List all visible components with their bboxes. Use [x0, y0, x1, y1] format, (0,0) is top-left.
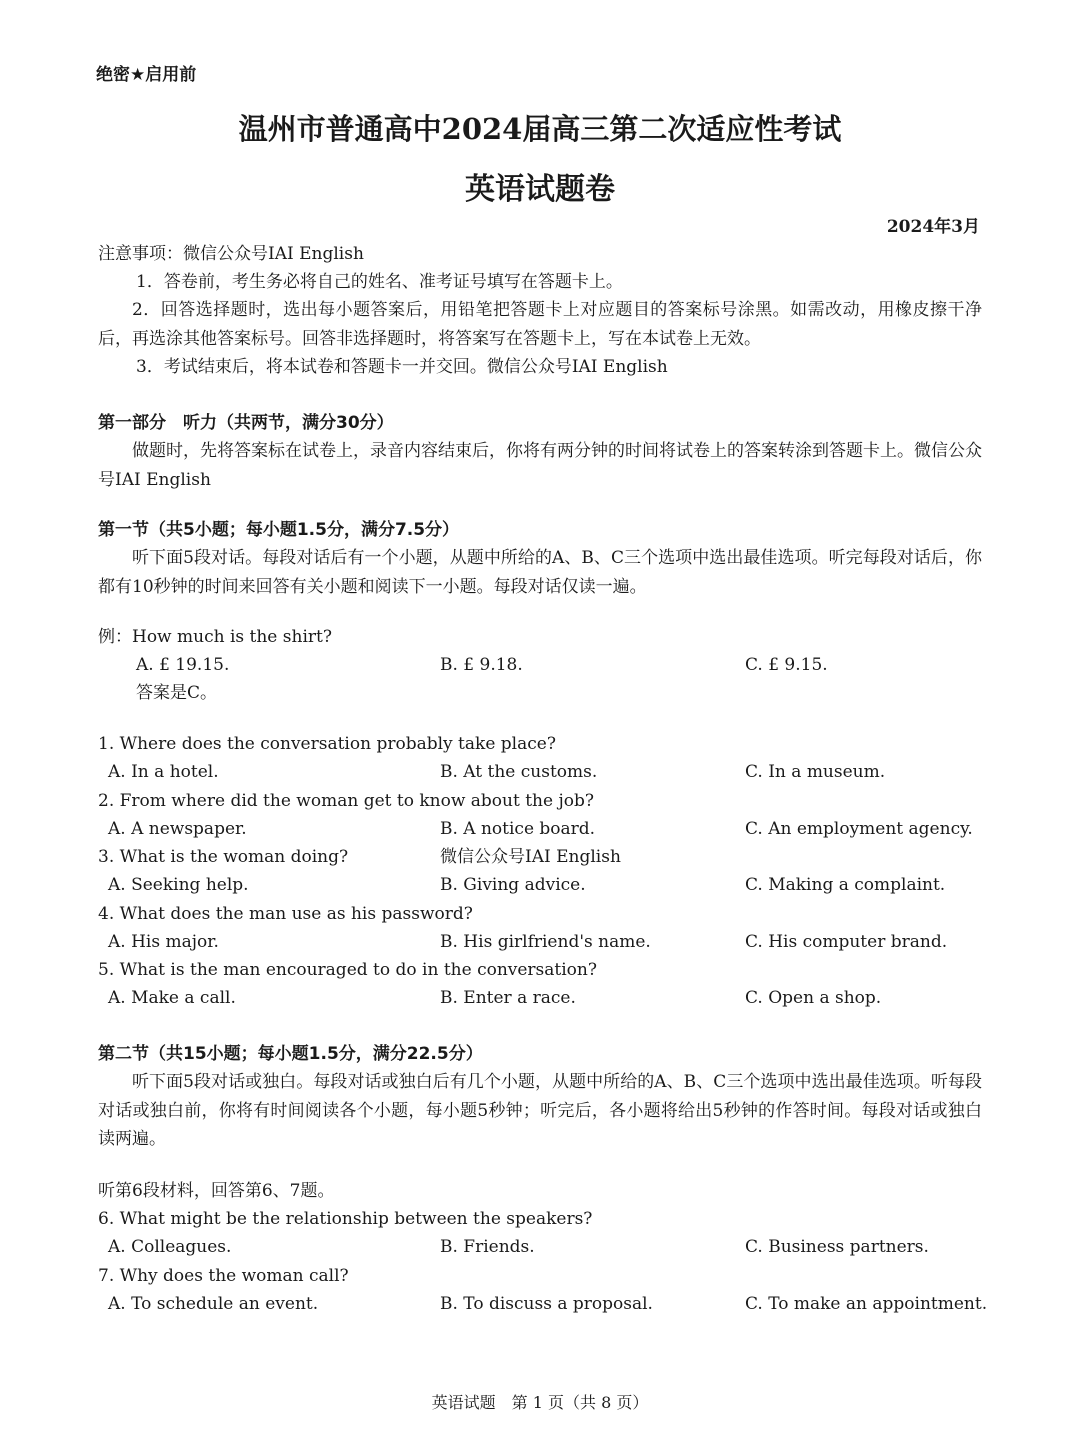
example-option-b: B. £ 9.18. [440, 655, 523, 675]
q5-option-b: B. Enter a race. [440, 988, 576, 1008]
q2-option-b: B. A notice board. [440, 819, 596, 839]
q6-option-b: B. Friends. [440, 1237, 535, 1257]
question-3: 3. What is the woman doing? [98, 847, 349, 867]
q5-option-c: C. Open a shop. [745, 988, 882, 1008]
notes-heading: 注意事项：微信公众号IAI English [98, 244, 364, 264]
q2-option-c: C. An employment agency. [745, 819, 973, 839]
q7-option-c: C. To make an appointment. [745, 1294, 988, 1314]
material-6-label: 听第6段材料，回答第6、7题。 [98, 1181, 335, 1201]
page-footer: 英语试题 第 1 页（共 8 页） [431, 1393, 649, 1412]
section2-intro: 听下面5段对话或独白。每段对话或独白后有几个小题，从题中所给的A、B、C三个选项中选出最佳选项。听每段对话或独白前，你将有时间阅读各个小题，每小题5秒钟；听完后，各小题将给出5秒钟的作答时间。每段对话或独白读两遍。 [98, 1072, 982, 1149]
question-7: 7. Why does the woman call? [98, 1266, 349, 1286]
q3-option-a: A. Seeking help. [108, 875, 249, 895]
example-answer: 答案是C。 [136, 683, 218, 703]
q1-option-b: B. At the customs. [440, 762, 598, 782]
example-question: 例：How much is the shirt? [98, 627, 332, 647]
part1-heading: 第一部分 听力（共两节，满分30分） [98, 413, 394, 433]
exam-date: 2024年3月 [886, 217, 980, 237]
example-option-c: C. £ 9.15. [745, 655, 828, 675]
q7-option-b: B. To discuss a proposal. [440, 1294, 653, 1314]
question-4: 4. What does the man use as his password? [98, 904, 473, 924]
question-5: 5. What is the man encouraged to do in the conversation? [98, 960, 597, 980]
q7-option-a: A. To schedule an event. [108, 1294, 319, 1314]
q4-option-b: B. His girlfriend's name. [440, 932, 651, 952]
question-1: 1. Where does the conversation probably take place? [98, 734, 556, 754]
exam-title: 温州市普通高中2024届高三第二次适应性考试 [238, 112, 842, 146]
section1-heading: 第一节（共5小题；每小题1.5分，满分7.5分） [98, 520, 460, 540]
section2-heading: 第二节（共15小题；每小题1.5分，满分22.5分） [98, 1044, 483, 1064]
q6-option-a: A. Colleagues. [108, 1237, 232, 1257]
watermark-note: 微信公众号IAI English [440, 847, 621, 867]
q5-option-a: A. Make a call. [108, 988, 236, 1008]
section1-intro: 听下面5段对话。每段对话后有一个小题，从题中所给的A、B、C三个选项中选出最佳选项。听完每段对话后，你都有10秒钟的时间来回答有关小题和阅读下一小题。每段对话仅读一遍。 [98, 548, 982, 597]
part1-intro: 做题时，先将答案标在试卷上，录音内容结束后，你将有两分钟的时间将试卷上的答案转涂到答题卡上。微信公众号IAI English [98, 441, 982, 490]
q2-option-a: A. A newspaper. [108, 819, 247, 839]
note-item-3: 3．考试结束后，将本试卷和答题卡一并交回。微信公众号IAI English [136, 357, 668, 377]
question-2: 2. From where did the woman get to know about the job? [98, 791, 594, 811]
q4-option-a: A. His major. [108, 932, 219, 952]
q4-option-c: C. His computer brand. [745, 932, 948, 952]
question-6: 6. What might be the relationship between the speakers? [98, 1209, 593, 1229]
q1-option-a: A. In a hotel. [108, 762, 219, 782]
confidential-label: 绝密★启用前 [96, 65, 197, 85]
example-option-a: A. £ 19.15. [136, 655, 230, 675]
note-item-2: 2．回答选择题时，选出每小题答案后，用铅笔把答题卡上对应题目的答案标号涂黑。如需改动，用橡皮擦干净后，再选涂其他答案标号。回答非选择题时，将答案写在答题卡上，写在本试卷上无效。 [98, 300, 982, 349]
q3-option-b: B. Giving advice. [440, 875, 586, 895]
q6-option-c: C. Business partners. [745, 1237, 929, 1257]
exam-subtitle: 英语试题卷 [465, 172, 615, 207]
q1-option-c: C. In a museum. [745, 762, 886, 782]
note-item-1: 1．答卷前，考生务必将自己的姓名、准考证号填写在答题卡上。 [136, 272, 623, 292]
q3-option-c: C. Making a complaint. [745, 875, 946, 895]
